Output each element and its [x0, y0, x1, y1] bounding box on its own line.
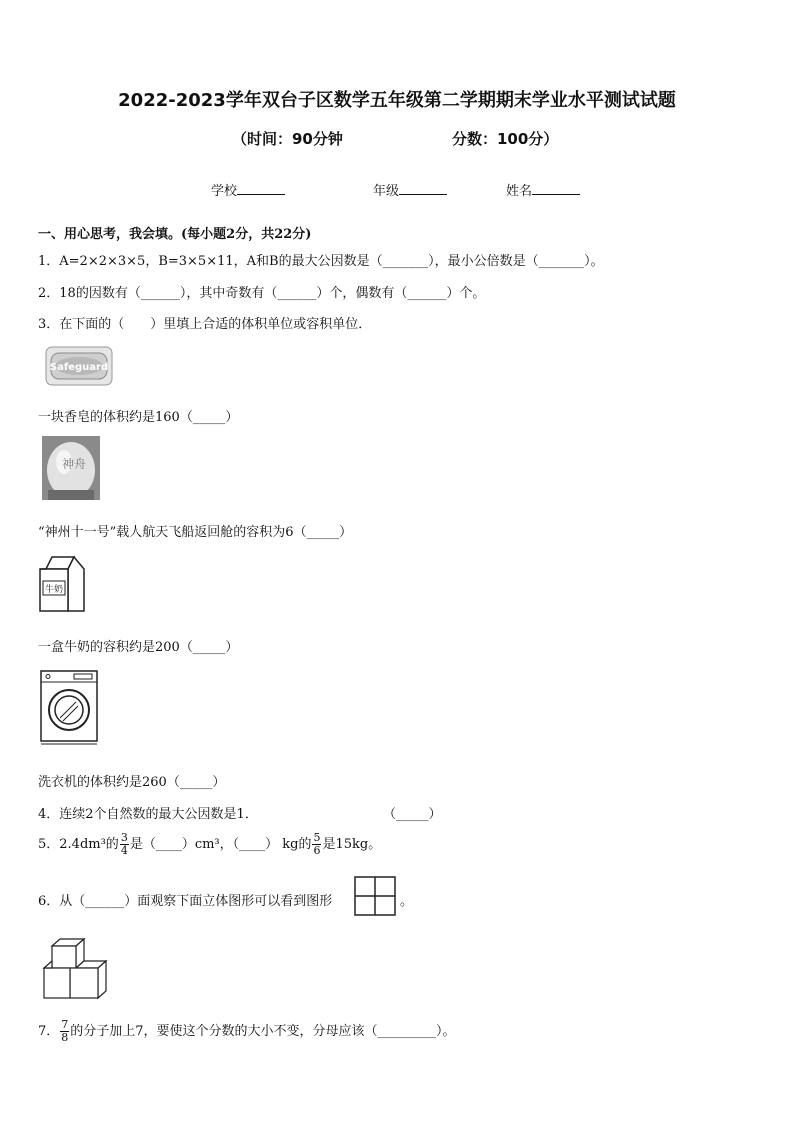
school-field [211, 180, 285, 199]
grade-field [373, 180, 447, 199]
cubes-figure [42, 938, 110, 1002]
question-3b: “神州十一号”载人航天飞船返回舱的容积为6（_____） [38, 525, 353, 540]
soap-image [45, 343, 113, 389]
q5-frac1-num: 3 [120, 831, 128, 844]
q5-text-1: 5．2.4dm³的 [38, 837, 119, 852]
question-6-end: 。 [400, 894, 414, 909]
milk-label: 牛奶 [44, 585, 64, 595]
question-1: 1．A=2×2×3×5，B=3×5×11，A和B的最大公因数是（_______），最小公倍数是（_______）。 [38, 254, 604, 269]
school-blank[interactable] [237, 182, 285, 195]
question-5 [38, 832, 381, 857]
q7-prefix: 7． [38, 1024, 60, 1039]
q5-text-2: 是（____）cm³，（____） kg的 [129, 837, 312, 852]
question-7 [38, 1018, 456, 1046]
exam-time: （时间：90分钟 [232, 130, 343, 148]
q5-frac2-den: 6 [313, 844, 321, 857]
grade-label: 年级 [373, 184, 400, 199]
section-heading: 一、用心思考，我会填。(每小题2分，共22分) [38, 227, 312, 242]
name-blank[interactable] [532, 182, 580, 195]
question-6: 6．从（______）面观察下面立体图形可以看到图形 [38, 894, 333, 909]
question-4-blank[interactable]: （_____） [383, 807, 442, 822]
question-3d: 洗衣机的体积约是260（_____） [38, 775, 226, 790]
q5-text-3: 是15kg。 [322, 837, 382, 852]
q5-fraction-1 [120, 832, 129, 857]
view-grid-figure [354, 876, 396, 916]
q5-frac2-num: 5 [313, 831, 321, 844]
capsule-image [42, 436, 100, 500]
washing-machine-image [38, 668, 100, 746]
q5-fraction-2 [312, 832, 321, 857]
exam-title: 2022-2023学年双台子区数学五年级第二学期期末学业水平测试试题 [118, 90, 676, 111]
soap-label: Safeguard [49, 362, 109, 373]
question-4: 4．连续2个自然数的最大公因数是1． [38, 807, 258, 822]
question-2: 2．18的因数有（______），其中奇数有（______）个，偶数有（______）个。 [38, 286, 486, 301]
question-3: 3．在下面的（ ）里填上合适的体积单位或容积单位． [38, 317, 372, 332]
grade-blank[interactable] [399, 182, 447, 195]
milk-carton-image [38, 555, 88, 613]
capsule-label: 神舟 [61, 457, 87, 471]
exam-score: 分数：100分） [452, 130, 559, 148]
q7-den: 8 [61, 1031, 69, 1044]
name-label: 姓名 [506, 184, 533, 199]
q7-num: 7 [61, 1018, 69, 1031]
school-label: 学校 [211, 184, 238, 199]
question-3a: 一块香皂的体积约是160（_____） [38, 410, 239, 425]
q5-frac1-den: 4 [120, 844, 128, 857]
name-field [506, 180, 580, 199]
q7-text: 的分子加上7，要使这个分数的大小不变，分母应该（_________）。 [70, 1024, 456, 1039]
question-3c: 一盒牛奶的容积约是200（_____） [38, 640, 239, 655]
q7-fraction [60, 1019, 69, 1044]
